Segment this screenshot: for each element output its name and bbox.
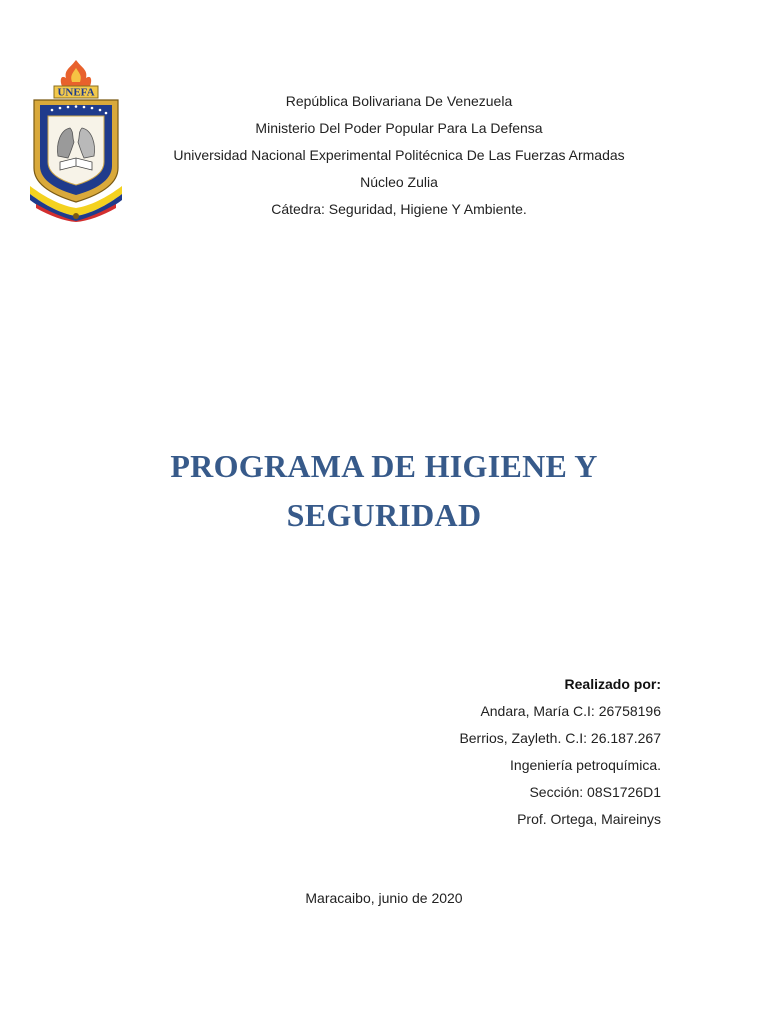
section-code: Sección: 08S1726D1 xyxy=(529,784,661,800)
program-name: Ingeniería petroquímica. xyxy=(510,757,661,773)
author-2: Berrios, Zayleth. C.I: 26.187.267 xyxy=(459,730,661,746)
author-1: Andara, María C.I: 26758196 xyxy=(480,703,661,719)
place-and-date: Maracaibo, junio de 2020 xyxy=(305,890,463,906)
unefa-crest-image xyxy=(26,58,126,222)
header-university: Universidad Nacional Experimental Politécnica De Las Fuerzas Armadas xyxy=(173,147,625,163)
header-ministry: Ministerio Del Poder Popular Para La Defensa xyxy=(255,120,543,136)
unefa-logo xyxy=(26,58,126,222)
header-campus: Núcleo Zulia xyxy=(360,174,438,190)
document-title-line-2: SEGURIDAD xyxy=(286,497,482,533)
header-republic: República Bolivariana De Venezuela xyxy=(285,93,513,109)
svg-text:UNEFA: UNEFA xyxy=(57,86,95,99)
document-title-line-1: PROGRAMA DE HIGIENE Y xyxy=(170,448,598,484)
header-course: Cátedra: Seguridad, Higiene Y Ambiente. xyxy=(271,201,527,217)
professor-name: Prof. Ortega, Maireinys xyxy=(517,811,661,827)
credits-heading: Realizado por: xyxy=(564,676,661,692)
